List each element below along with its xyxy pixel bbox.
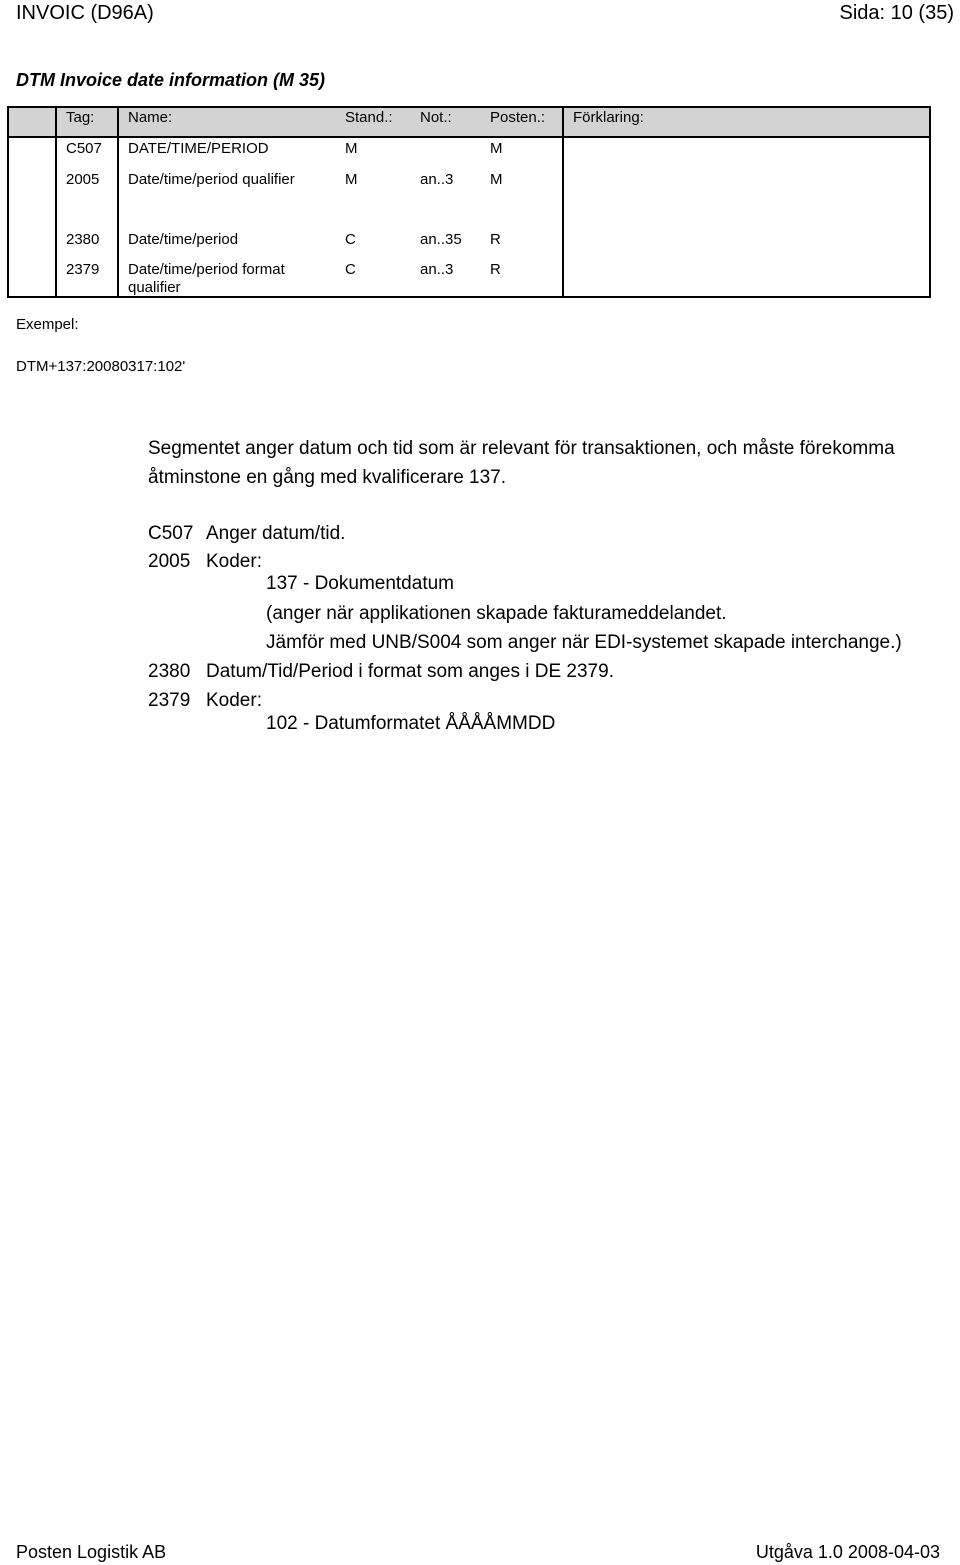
row-not: an..3 xyxy=(420,171,454,188)
footer-version: Utgåva 1.0 2008-04-03 xyxy=(755,1542,940,1562)
element-tag: 2380 xyxy=(148,661,191,682)
col-header-posten: Posten.: xyxy=(490,109,546,126)
row-stand: M xyxy=(345,140,358,157)
segment-table xyxy=(7,106,931,298)
row-stand: M xyxy=(345,171,358,188)
element-text: Datum/Tid/Period i format som anges i DE 2379. xyxy=(206,661,614,682)
example-code: DTM+137:20080317:102' xyxy=(16,358,186,375)
row-posten: R xyxy=(490,231,501,248)
row-posten: M xyxy=(490,171,503,188)
row-name: DATE/TIME/PERIOD xyxy=(128,140,269,157)
row-tag: 2005 xyxy=(66,171,100,188)
row-name: Date/time/period xyxy=(128,231,239,248)
code-note: Jämför med UNB/S004 som anger när EDI-systemet skapade interchange.) xyxy=(266,632,902,653)
row-name: Date/time/period format qualifier xyxy=(128,261,285,296)
col-header-stand: Stand.: xyxy=(345,109,393,126)
row-posten: M xyxy=(490,140,503,157)
element-tag: C507 xyxy=(148,523,194,544)
row-not: an..35 xyxy=(420,231,462,248)
code-entry: 102 - Datumformatet ÅÅÅÅMMDD xyxy=(266,713,556,734)
page-number: Sida: 10 (35) xyxy=(839,2,954,24)
element-text: Koder: xyxy=(206,551,262,572)
row-name: Date/time/period qualifier xyxy=(128,171,295,188)
row-tag: 2379 xyxy=(66,261,100,278)
row-tag: C507 xyxy=(66,140,102,157)
col-header-forklaring: Förklaring: xyxy=(573,109,644,126)
row-stand: C xyxy=(345,231,356,248)
code-note: (anger när applikationen skapade fakturameddelandet. xyxy=(266,603,727,624)
col-header-name: Name: xyxy=(128,109,173,126)
element-text: Anger datum/tid. xyxy=(206,523,346,544)
example-label: Exempel: xyxy=(16,316,79,333)
element-tag: 2379 xyxy=(148,690,191,711)
row-tag: 2380 xyxy=(66,231,100,248)
row-not: an..3 xyxy=(420,261,454,278)
segment-title: DTM Invoice date information (M 35) xyxy=(16,70,326,90)
col-header-not: Not.: xyxy=(420,109,452,126)
element-tag: 2005 xyxy=(148,551,191,572)
footer-company: Posten Logistik AB xyxy=(16,1542,167,1562)
row-posten: R xyxy=(490,261,501,278)
code-entry: 137 - Dokumentdatum xyxy=(266,573,454,594)
document-name: INVOIC (D96A) xyxy=(16,2,154,24)
col-header-tag: Tag: xyxy=(66,109,95,126)
row-stand: C xyxy=(345,261,356,278)
segment-description: Segmentet anger datum och tid som är relevant för transaktionen, och måste förekomma åtminstone en gång med kvalificerare 137. xyxy=(148,438,895,488)
element-text: Koder: xyxy=(206,690,262,711)
